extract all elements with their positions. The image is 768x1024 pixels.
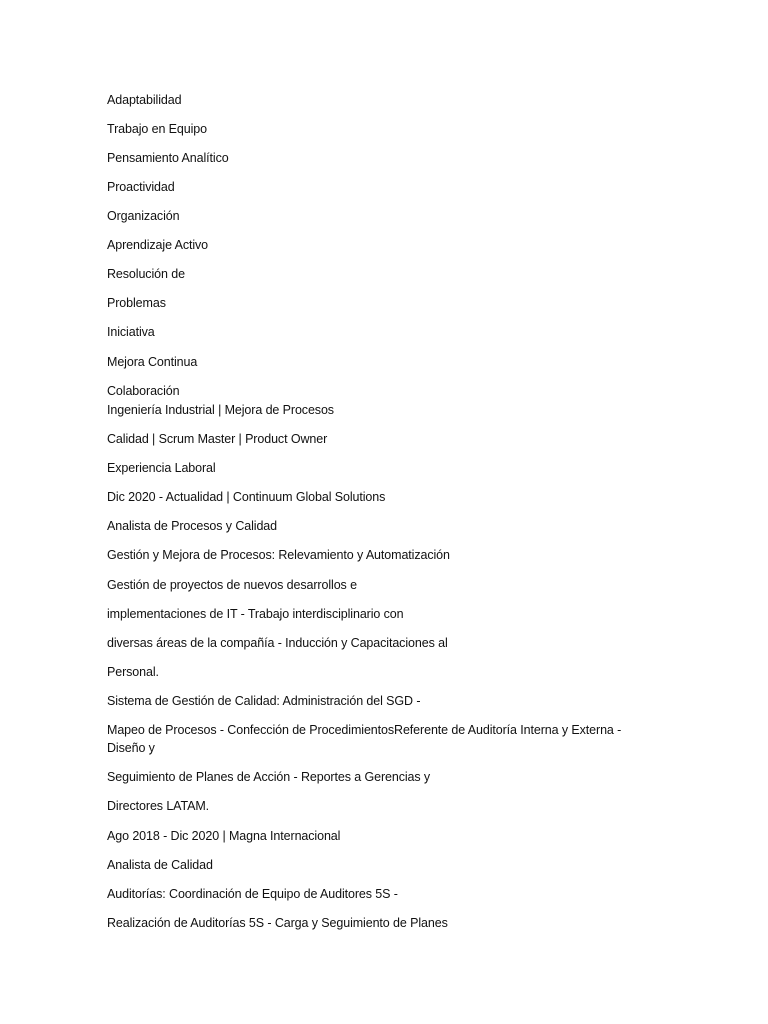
skill-continuous-improvement: Mejora Continua bbox=[107, 355, 198, 369]
skill-adaptability: Adaptabilidad bbox=[107, 93, 182, 107]
section-heading-experience: Experiencia Laboral bbox=[107, 461, 216, 475]
job-1-description-line: Sistema de Gestión de Calidad: Administración del SGD - bbox=[107, 694, 421, 708]
job-1-description-line: diversas áreas de la compañía - Inducción y Capacitaciones al bbox=[107, 636, 448, 650]
job-2-period-company: Ago 2018 - Dic 2020 | Magna Internacional bbox=[107, 829, 341, 843]
job-1-description-line: Directores LATAM. bbox=[107, 799, 210, 813]
skill-analytical-thinking: Pensamiento Analítico bbox=[107, 151, 229, 165]
job-1-description-line: Gestión de proyectos de nuevos desarrollos e bbox=[107, 578, 357, 592]
profile-title-line-1: Ingeniería Industrial | Mejora de Procesos bbox=[107, 403, 334, 417]
skill-active-learning: Aprendizaje Activo bbox=[107, 238, 209, 252]
skill-teamwork: Trabajo en Equipo bbox=[107, 122, 207, 136]
job-1-description-line: Seguimiento de Planes de Acción - Reportes a Gerencias y bbox=[107, 770, 431, 784]
job-1-description-line: Gestión y Mejora de Procesos: Relevamiento y Automatización bbox=[107, 548, 450, 562]
skill-proactivity: Proactividad bbox=[107, 180, 175, 194]
skill-collaboration: Colaboración bbox=[107, 384, 180, 398]
job-1-description-line: Personal. bbox=[107, 665, 159, 679]
job-1-description-line: Diseño y bbox=[107, 741, 155, 755]
skill-problem-solving-1: Resolución de bbox=[107, 267, 185, 281]
skill-initiative: Iniciativa bbox=[107, 325, 155, 339]
job-2-description-line: Realización de Auditorías 5S - Carga y Seguimiento de Planes bbox=[107, 916, 448, 930]
job-1-description-line: Mapeo de Procesos - Confección de ProcedimientosReferente de Auditoría Interna y Externa - bbox=[107, 723, 622, 737]
job-1-role: Analista de Procesos y Calidad bbox=[107, 519, 278, 533]
job-1-period-company: Dic 2020 - Actualidad | Continuum Global Solutions bbox=[107, 490, 386, 504]
job-2-description-line: Auditorías: Coordinación de Equipo de Auditores 5S - bbox=[107, 887, 398, 901]
job-2-role: Analista de Calidad bbox=[107, 858, 213, 872]
profile-title-line-2: Calidad | Scrum Master | Product Owner bbox=[107, 432, 328, 446]
job-1-description-line: implementaciones de IT - Trabajo interdisciplinario con bbox=[107, 607, 404, 621]
skill-problem-solving-2: Problemas bbox=[107, 296, 166, 310]
skill-organization: Organización bbox=[107, 209, 180, 223]
